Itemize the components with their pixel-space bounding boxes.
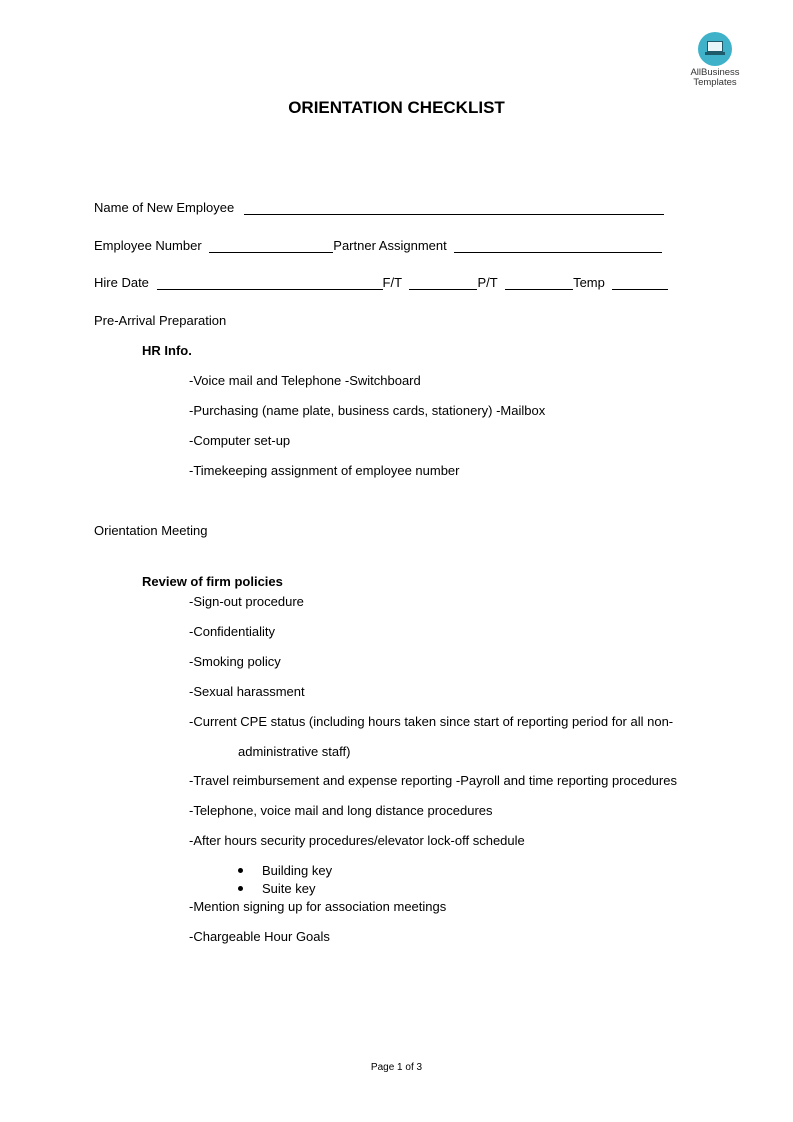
list-item: -After hours security procedures/elevator lock-off schedule [189, 833, 525, 848]
list-item: -Timekeeping assignment of employee number [189, 463, 460, 478]
logo-text-line2: Templates [693, 77, 737, 88]
temp-label: Temp [573, 275, 605, 290]
list-item: -Purchasing (name plate, business cards, stationery) -Mailbox [189, 403, 546, 418]
employee-number-label: Employee Number [94, 238, 202, 253]
list-item: -Telephone, voice mail and long distance procedures [189, 803, 493, 818]
list-item: -Confidentiality [189, 624, 275, 639]
list-item: -Current CPE status (including hours taken since start of reporting period for all non- [189, 714, 674, 729]
page-number: Page 1 of 3 [370, 1062, 423, 1073]
pt-label: P/T [477, 275, 498, 290]
company-logo [682, 32, 748, 88]
hire-date-label: Hire Date [94, 275, 149, 290]
ft-blank[interactable] [409, 276, 477, 290]
name-label: Name of New Employee [94, 200, 235, 215]
hire-date-row [94, 275, 668, 290]
document-title: ORIENTATION CHECKLIST [288, 98, 505, 117]
list-item: -Travel reimbursement and expense reporting -Payroll and time reporting procedures [189, 773, 677, 788]
pt-blank[interactable] [505, 276, 573, 290]
ft-label: F/T [382, 275, 402, 290]
list-item: -Sign-out procedure [189, 594, 304, 609]
partner-assignment-label: Partner Assignment [333, 238, 447, 253]
employee-number-blank[interactable] [209, 239, 333, 253]
hire-date-blank[interactable] [157, 276, 383, 290]
firm-policies-heading: Review of firm policies [142, 574, 283, 589]
list-item: -Voice mail and Telephone -Switchboard [189, 373, 421, 388]
hr-info-heading: HR Info. [142, 343, 192, 358]
bullet-icon [238, 886, 243, 891]
list-item-continuation: administrative staff) [238, 744, 351, 759]
employee-number-row [94, 238, 662, 253]
laptop-icon [698, 32, 732, 66]
temp-blank[interactable] [612, 276, 668, 290]
bullet-icon [238, 868, 243, 873]
bullet-item-suite-key: Suite key [262, 881, 316, 896]
list-item: -Sexual harassment [189, 684, 305, 699]
list-item: -Mention signing up for association meetings [189, 899, 447, 914]
partner-assignment-blank[interactable] [454, 239, 662, 253]
name-blank[interactable] [244, 201, 664, 215]
list-item: -Smoking policy [189, 654, 281, 669]
orientation-meeting-heading: Orientation Meeting [94, 523, 208, 538]
list-item: -Computer set-up [189, 433, 291, 448]
bullet-item-building-key: Building key [262, 863, 333, 878]
logo-text-line1: AllBusiness [690, 67, 740, 78]
pre-arrival-heading: Pre-Arrival Preparation [94, 313, 227, 328]
list-item: -Chargeable Hour Goals [189, 929, 330, 944]
name-field-row [94, 200, 664, 215]
